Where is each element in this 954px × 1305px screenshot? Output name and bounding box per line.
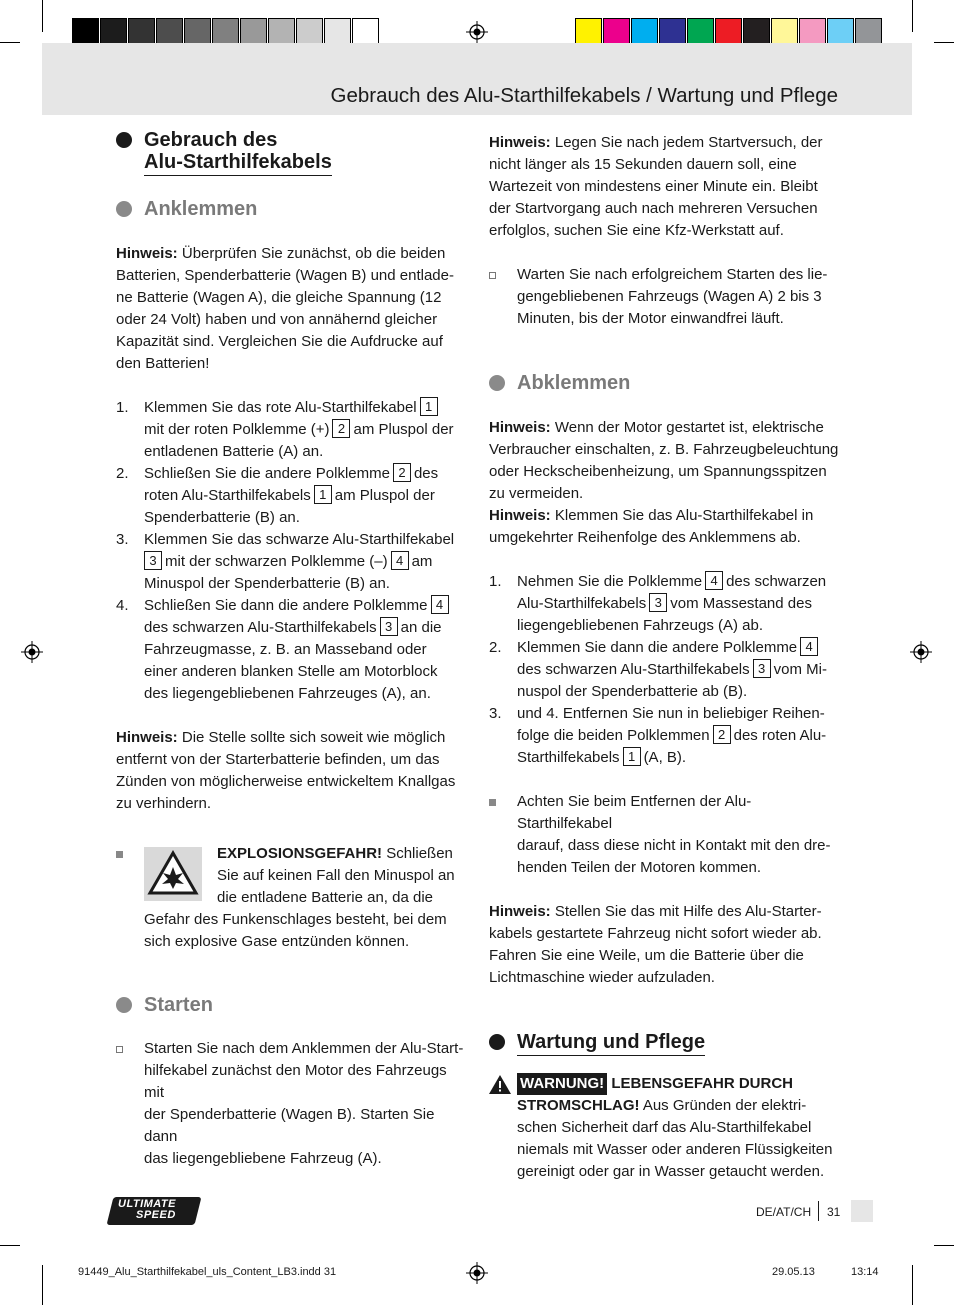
anklemmen-steps <box>116 397 466 705</box>
color-swatch <box>631 18 658 46</box>
bullet-dot-icon <box>116 132 132 148</box>
part-number-box: 4 <box>431 595 449 614</box>
hinweis-paragraph: Hinweis: Legen Sie nach jedem Startversuch, der nicht länger als 15 Sekunden dauern soll, eine Wartezeit von mindestens einer Minute ein. Bleibt der Startvorgang auch nach mehreren Versuchen erfolglos, suchen Sie eine Kfz-Werkstatt auf. <box>489 134 823 239</box>
color-swatch <box>324 18 351 46</box>
hinweis-paragraph: Hinweis: Die Stelle sollte sich soweit wie möglich entfernt von der Starterbatterie befinden, um das Zünden von möglicherweise entwickeltem Knallgas zu verhindern. <box>116 729 456 812</box>
crop-mark <box>912 0 913 32</box>
color-swatch <box>100 18 127 46</box>
explosion-warning: EXPLOSIONSGEFAHR! Schließen Sie auf keinen Fall den Minuspol an die entladene Batterie an, da die Gefahr des Funkenschlages besteht, bei dem sich explosive Gase entzünden können. <box>116 843 466 953</box>
crop-mark <box>934 1245 954 1246</box>
page-number: 31 <box>827 1205 841 1219</box>
logo-text: ULTIMATE <box>118 1198 176 1210</box>
crop-mark <box>912 1265 913 1305</box>
color-swatch <box>156 18 183 46</box>
list-item: Achten Sie beim Entfernen der Alu-Starthilfekabel darauf, dass diese nicht in Kontakt mit den dre- henden Teilen der Motoren kommen. <box>489 791 841 879</box>
heading-wartung: Wartung und Pflege <box>517 1031 841 1056</box>
warning-badge: WARNUNG! <box>517 1073 607 1095</box>
color-swatch <box>268 18 295 46</box>
hinweis-paragraph: Hinweis: Wenn der Motor gestartet ist, elektrische Verbraucher einschalten, z. B. Fahrzeugbeleuchtung oder Heckscheibenheizung, um Spannungsspitzen zu vermeiden. Hinweis: Klemmen Sie das Alu-Starthilfekabel in umgekehrter Reihenfolge des Anklemmens ab. <box>489 419 839 546</box>
color-swatch <box>799 18 826 46</box>
color-swatch <box>72 18 99 46</box>
list-item: Warten Sie nach erfolgreichem Starten des lie- gengebliebenen Fahrzeugs (Wagen A) 2 bis 3 Minuten, bis der Motor einwandfrei läuft. <box>489 264 841 330</box>
heading-anklemmen: Anklemmen <box>144 198 466 220</box>
heading-starten: Starten <box>144 994 466 1016</box>
color-swatch <box>296 18 323 46</box>
color-swatch <box>743 18 770 46</box>
part-number-box: 3 <box>144 551 162 570</box>
bullet-dot-icon <box>116 997 132 1013</box>
registration-mark-icon <box>910 641 932 663</box>
ultimate-speed-logo <box>110 1197 202 1227</box>
heading-line: Alu-Starthilfekabels <box>144 151 332 173</box>
color-swatch <box>687 18 714 46</box>
list-item: 2. Schließen Sie die andere Polklemme 2 des roten Alu-Starthilfekabels 1 am Pluspol der Spenderbatterie (B) an. <box>116 465 439 526</box>
heading-line: Gebrauch des <box>144 129 278 151</box>
registration-mark-icon <box>466 1262 488 1284</box>
part-number-box: 3 <box>380 617 398 636</box>
part-number-box: 2 <box>332 419 350 438</box>
crop-mark <box>934 42 954 43</box>
right-column <box>489 132 841 1183</box>
part-number-box: 1 <box>420 397 438 416</box>
page-title: Gebrauch des Alu-Starthilfekabels / Wartung und Pflege <box>330 84 838 107</box>
bullet-dot-icon <box>489 1034 505 1050</box>
crop-mark <box>42 0 43 32</box>
square-bullet-icon <box>489 799 496 806</box>
bullet-dot-icon <box>489 375 505 391</box>
part-number-box: 2 <box>393 463 411 482</box>
bullet-dot-icon <box>116 201 132 217</box>
hinweis-paragraph: Hinweis: Stellen Sie das mit Hilfe des Alu-Starter- kabels gestartete Fahrzeug nicht sofort wieder ab. Fahren Sie eine Weile, um die Batterie über die Lichtmaschine wieder aufzuladen. <box>489 903 822 986</box>
list-item: Starten Sie nach dem Anklemmen der Alu-Start- hilfekabel zunächst den Motor des Fahrzeugs mit der Spenderbatterie (Wagen B). Starten Sie dann das liegengebliebene Fahrzeug (A). <box>116 1038 466 1170</box>
explosion-hazard-icon <box>144 847 202 901</box>
part-number-box: 4 <box>800 637 818 656</box>
abklemmen-steps <box>489 571 841 769</box>
checkbox-bullet-icon <box>489 272 496 279</box>
crop-mark <box>0 42 20 43</box>
footer-divider <box>818 1201 819 1221</box>
color-swatch <box>128 18 155 46</box>
list-item: 3. und 4. Entfernen Sie nun in beliebiger Reihen- folge die beiden Polklemmen 2 des roten Alu- Starthilfekabels 1 (A, B). <box>489 705 827 766</box>
heading-gebrauch <box>144 129 466 176</box>
color-swatch <box>827 18 854 46</box>
checkbox-bullet-icon <box>116 1046 123 1053</box>
hinweis-paragraph: Hinweis: Überprüfen Sie zunächst, ob die beiden Batterien, Spenderbatterie (Wagen B) und entlade- ne Batterie (Wagen A), die gleiche Spannung (12 oder 24 Volt) haben und von annähernd gleicher Kapazität sind. Vergleichen Sie die Aufdrucke auf den Batterien! <box>116 245 454 372</box>
page-number-tab <box>851 1200 873 1222</box>
electric-shock-warning: WARNUNG! LEBENSGEFAHR DURCH STROMSCHLAG! Aus Gründen der elektri- schen Sicherheit darf das Alu-Starthilfekabel niemals mit Wasser oder anderen Flüssigkeiten gereinigt oder gar in Wasser getaucht werden. <box>489 1073 841 1183</box>
part-number-box: 3 <box>649 593 667 612</box>
part-number-box: 1 <box>623 747 641 766</box>
part-number-box: 1 <box>314 485 332 504</box>
color-swatch <box>855 18 882 46</box>
logo-text: SPEED <box>136 1209 176 1221</box>
registration-mark-icon <box>21 641 43 663</box>
color-swatch <box>212 18 239 46</box>
print-time: 13:14 <box>851 1266 879 1278</box>
list-item: 1. Nehmen Sie die Polklemme 4 des schwarzen Alu-Starthilfekabels 3 vom Massestand des liegengebliebenen Fahrzeugs (A) ab. <box>489 573 827 634</box>
color-swatch <box>771 18 798 46</box>
list-item: 3. Klemmen Sie das schwarze Alu-Starthilfekabel 3 mit der schwarzen Polklemme (–) 4 am Minuspol der Spenderbatterie (B) an. <box>116 531 455 592</box>
list-item: 1. Klemmen Sie das rote Alu-Starthilfekabel 1 mit der roten Polklemme (+) 2 am Pluspol der entladenen Batterie (A) an. <box>116 399 454 460</box>
part-number-box: 3 <box>753 659 771 678</box>
print-date: 29.05.13 <box>772 1266 815 1278</box>
list-item: 4. Schließen Sie dann die andere Polklemme 4 des schwarzen Alu-Starthilfekabels 3 an die Fahrzeugmasse, z. B. an Masseband oder einer anderen blanken Stelle am Motorblock des liegengebliebenen Fahrzeuges (A), an. <box>116 595 466 705</box>
crop-mark <box>0 1245 20 1246</box>
color-swatch <box>715 18 742 46</box>
registration-mark-icon <box>466 21 488 43</box>
list-item: 2. Klemmen Sie dann die andere Polklemme 4 des schwarzen Alu-Starthilfekabels 3 vom Mi- nuspol der Spenderbatterie ab (B). <box>489 639 827 700</box>
warning-triangle-icon <box>489 1075 511 1094</box>
color-swatch <box>603 18 630 46</box>
crop-mark <box>42 1265 43 1305</box>
language-code: DE/AT/CH <box>756 1205 812 1219</box>
color-swatch <box>352 18 379 46</box>
heading-abklemmen: Abklemmen <box>517 372 841 394</box>
color-swatch <box>240 18 267 46</box>
square-bullet-icon <box>116 851 123 858</box>
color-swatch <box>659 18 686 46</box>
left-column <box>116 129 466 1170</box>
part-number-box: 2 <box>713 725 731 744</box>
file-name: 91449_Alu_Starthilfekabel_uls_Content_LB3.indd 31 <box>78 1266 337 1278</box>
color-swatch <box>184 18 211 46</box>
color-swatch <box>575 18 602 46</box>
part-number-box: 4 <box>705 571 723 590</box>
part-number-box: 4 <box>391 551 409 570</box>
